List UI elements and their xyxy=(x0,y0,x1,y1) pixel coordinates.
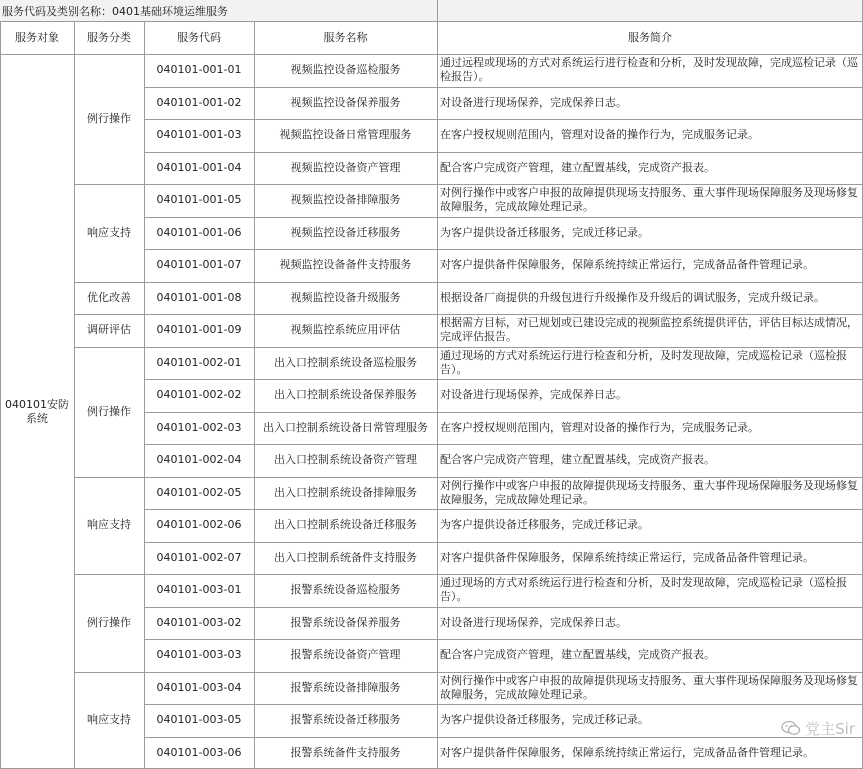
grid-line xyxy=(144,542,863,543)
service-name-cell: 出入口控制系统设备日常管理服务 xyxy=(254,412,437,445)
grid-line xyxy=(437,21,438,769)
service-description-cell: 在客户授权规则范围内，管理对设备的操作行为，完成服务记录。 xyxy=(437,119,863,152)
service-code-cell: 040101-002-03 xyxy=(144,412,254,445)
service-description-cell: 对例行操作中或客户申报的故障提供现场支持服务、重大事件现场保障服务及现场修复故障服务，完成故障处理记录。 xyxy=(437,477,863,510)
grid-line xyxy=(144,412,863,413)
service-description-cell: 对客户提供备件保障服务，保障系统持续正常运行，完成备品备件管理记录。 xyxy=(437,737,863,769)
category-cell: 例行操作 xyxy=(74,347,144,477)
service-name-cell: 出入口控制系统设备资产管理 xyxy=(254,444,437,477)
service-code-cell: 040101-001-01 xyxy=(144,54,254,87)
service-code-cell: 040101-002-05 xyxy=(144,477,254,510)
service-name-cell: 出入口控制系统设备迁移服务 xyxy=(254,509,437,542)
category-cell: 响应支持 xyxy=(74,184,144,282)
grid-line xyxy=(74,347,863,348)
service-description-cell: 在客户授权规则范围内，管理对设备的操作行为，完成服务记录。 xyxy=(437,412,863,445)
service-description-cell: 通过现场的方式对系统运行进行检查和分析，及时发现故障，完成巡检记录（巡检报告）。 xyxy=(437,347,863,380)
service-name-cell: 视频监控设备排障服务 xyxy=(254,184,437,217)
grid-line xyxy=(74,282,863,283)
category-cell: 例行操作 xyxy=(74,54,144,184)
service-description-cell: 对客户提供备件保障服务，保障系统持续正常运行，完成备品备件管理记录。 xyxy=(437,249,863,282)
service-description-cell: 通过远程或现场的方式对系统运行进行检查和分析，及时发现故障，完成巡检记录（巡检报告）。 xyxy=(437,54,863,87)
service-description-cell: 对例行操作中或客户申报的故障提供现场支持服务、重大事件现场保障服务及现场修复故障服务，完成故障处理记录。 xyxy=(437,184,863,217)
service-name-cell: 视频监控系统应用评估 xyxy=(254,314,437,347)
grid-line xyxy=(144,379,863,380)
grid-line xyxy=(144,704,863,705)
service-name-cell: 报警系统设备巡检服务 xyxy=(254,574,437,607)
service-description-cell: 配合客户完成资产管理，建立配置基线，完成资产报表。 xyxy=(437,639,863,672)
service-name-cell: 视频监控设备备件支持服务 xyxy=(254,249,437,282)
category-cell: 优化改善 xyxy=(74,282,144,315)
service-description-cell: 对设备进行现场保养，完成保养日志。 xyxy=(437,87,863,120)
service-description-cell: 为客户提供设备迁移服务，完成迁移记录。 xyxy=(437,704,863,737)
header-service-name: 服务名称 xyxy=(254,21,437,54)
service-code-cell: 040101-003-01 xyxy=(144,574,254,607)
grid-line xyxy=(74,574,863,575)
service-description-cell: 为客户提供设备迁移服务，完成迁移记录。 xyxy=(437,217,863,250)
service-code-cell: 040101-002-06 xyxy=(144,509,254,542)
grid-line xyxy=(144,87,863,88)
service-name-cell: 视频监控设备巡检服务 xyxy=(254,54,437,87)
grid-line xyxy=(144,217,863,218)
service-description-cell: 通过现场的方式对系统运行进行检查和分析，及时发现故障，完成巡检记录（巡检报告）。 xyxy=(437,574,863,607)
category-cell: 响应支持 xyxy=(74,672,144,769)
service-code-cell: 040101-003-03 xyxy=(144,639,254,672)
service-code-cell: 040101-003-05 xyxy=(144,704,254,737)
service-name-cell: 报警系统设备迁移服务 xyxy=(254,704,437,737)
header-service-description: 服务简介 xyxy=(437,21,863,54)
service-code-cell: 040101-001-08 xyxy=(144,282,254,315)
service-code-cell: 040101-001-07 xyxy=(144,249,254,282)
wechat-icon xyxy=(781,720,801,736)
header-service-code: 服务代码 xyxy=(144,21,254,54)
service-description-cell: 为客户提供设备迁移服务，完成迁移记录。 xyxy=(437,509,863,542)
service-code-cell: 040101-001-09 xyxy=(144,314,254,347)
service-code-cell: 040101-001-05 xyxy=(144,184,254,217)
grid-line xyxy=(0,54,863,55)
grid-line xyxy=(144,607,863,608)
service-code-cell: 040101-003-04 xyxy=(144,672,254,705)
grid-line xyxy=(0,21,1,769)
grid-line xyxy=(254,21,255,769)
service-name-cell: 出入口控制系统备件支持服务 xyxy=(254,542,437,575)
service-name-cell: 报警系统设备保养服务 xyxy=(254,607,437,640)
service-name-cell: 出入口控制系统设备保养服务 xyxy=(254,379,437,412)
service-code-cell: 040101-002-04 xyxy=(144,444,254,477)
header-service-object: 服务对象 xyxy=(0,21,74,54)
service-name-cell: 视频监控设备资产管理 xyxy=(254,152,437,185)
service-description-cell: 对设备进行现场保养，完成保养日志。 xyxy=(437,607,863,640)
service-code-cell: 040101-003-02 xyxy=(144,607,254,640)
watermark xyxy=(781,716,855,740)
grid-line xyxy=(144,509,863,510)
service-name-cell: 视频监控设备保养服务 xyxy=(254,87,437,120)
service-description-cell: 根据需方目标，对已规划或已建设完成的视频监控系统提供评估，评估目标达成情况，完成评估报告。 xyxy=(437,314,863,347)
grid-line xyxy=(74,477,863,478)
service-name-cell: 出入口控制系统设备巡检服务 xyxy=(254,347,437,380)
grid-line xyxy=(74,184,863,185)
service-code-cell: 040101-001-03 xyxy=(144,119,254,152)
watermark-text: 党主Sir xyxy=(805,718,855,739)
grid-line xyxy=(74,672,863,673)
grid-line xyxy=(74,21,75,769)
service-code-cell: 040101-001-04 xyxy=(144,152,254,185)
grid-line xyxy=(144,737,863,738)
service-name-cell: 报警系统设备资产管理 xyxy=(254,639,437,672)
category-cell: 响应支持 xyxy=(74,477,144,575)
grid-line xyxy=(144,119,863,120)
service-description-cell: 对客户提供备件保障服务，保障系统持续正常运行，完成备品备件管理记录。 xyxy=(437,542,863,575)
service-object-cell: 040101安防系统 xyxy=(0,54,74,769)
service-code-cell: 040101-002-02 xyxy=(144,379,254,412)
service-description-cell: 对设备进行现场保养，完成保养日志。 xyxy=(437,379,863,412)
grid-line xyxy=(74,314,863,315)
grid-line xyxy=(144,21,145,769)
service-name-cell: 视频监控设备迁移服务 xyxy=(254,217,437,250)
service-name-cell: 视频监控设备升级服务 xyxy=(254,282,437,315)
service-code-cell: 040101-003-06 xyxy=(144,737,254,769)
service-description-cell: 配合客户完成资产管理，建立配置基线，完成资产报表。 xyxy=(437,152,863,185)
grid-line xyxy=(0,21,863,22)
service-name-cell: 报警系统备件支持服务 xyxy=(254,737,437,769)
service-code-cell: 040101-001-06 xyxy=(144,217,254,250)
grid-line xyxy=(437,0,438,21)
service-description-cell: 根据设备厂商提供的升级包进行升级操作及升级后的调试服务，完成升级记录。 xyxy=(437,282,863,315)
service-name-cell: 出入口控制系统设备排障服务 xyxy=(254,477,437,510)
grid-line xyxy=(144,249,863,250)
service-code-cell: 040101-002-01 xyxy=(144,347,254,380)
category-cell: 例行操作 xyxy=(74,574,144,672)
grid-line xyxy=(144,444,863,445)
service-name-cell: 视频监控设备日常管理服务 xyxy=(254,119,437,152)
category-cell: 调研评估 xyxy=(74,314,144,347)
service-name-cell: 报警系统设备排障服务 xyxy=(254,672,437,705)
service-description-cell: 配合客户完成资产管理，建立配置基线，完成资产报表。 xyxy=(437,444,863,477)
sheet-title: 服务代码及类别名称：0401基础环境运维服务 xyxy=(2,0,228,21)
grid-line xyxy=(144,639,863,640)
header-service-category: 服务分类 xyxy=(74,21,144,54)
service-description-cell: 对例行操作中或客户申报的故障提供现场支持服务、重大事件现场保障服务及现场修复故障服务，完成故障处理记录。 xyxy=(437,672,863,705)
service-code-cell: 040101-001-02 xyxy=(144,87,254,120)
service-code-cell: 040101-002-07 xyxy=(144,542,254,575)
grid-line xyxy=(144,152,863,153)
